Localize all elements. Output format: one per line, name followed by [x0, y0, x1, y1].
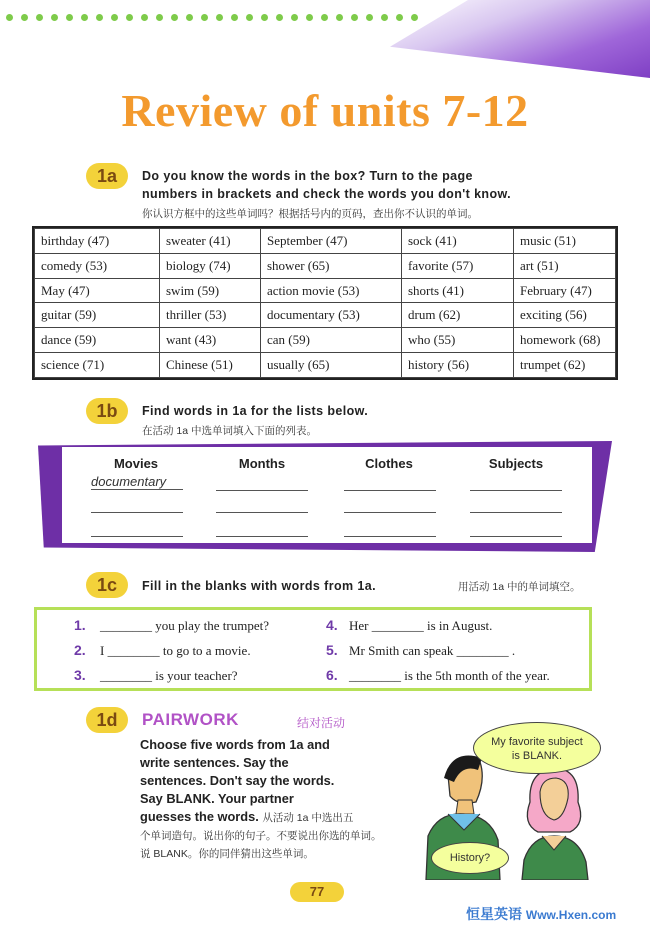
header-dots-decoration — [6, 14, 426, 22]
site-watermark — [466, 904, 616, 924]
word-cell: science (71) — [35, 353, 160, 378]
section-badge-1b: 1b — [86, 398, 128, 424]
instruction-1c-cn: 用活动 1a 中的单词填空。 — [458, 581, 581, 593]
word-row — [35, 328, 616, 353]
sentence-4: Her ________ is in August. — [349, 618, 493, 633]
word-row — [35, 278, 616, 303]
clothes-blank-line[interactable] — [344, 536, 436, 537]
sentence-2: I ________ to go to a movie. — [100, 643, 251, 658]
subjects-blank-line[interactable] — [470, 490, 562, 491]
watermark-url: Www.Hxen.com — [525, 908, 617, 922]
section-badge-1d: 1d — [86, 707, 128, 733]
word-cell: February (47) — [514, 278, 616, 303]
column-header-movies: Movies — [113, 456, 159, 471]
word-cell: swim (59) — [160, 278, 261, 303]
word-cell: history (56) — [402, 353, 514, 378]
column-header-clothes: Clothes — [365, 456, 413, 471]
sentence-3: ________ is your teacher? — [100, 668, 238, 683]
word-cell: shorts (41) — [402, 278, 514, 303]
section-badge-1c: 1c — [86, 572, 128, 598]
pairwork-cn-1: 从活动 1a 中选出五 — [262, 812, 354, 824]
word-cell: can (59) — [261, 328, 402, 353]
pairwork-line-5: guesses the words. — [140, 809, 259, 824]
speech-bubble-boy — [473, 722, 601, 774]
pairwork-heading-cn: 结对活动 — [297, 716, 346, 730]
word-cell: dance (59) — [35, 328, 160, 353]
bubble-line-1: My favorite subject — [491, 736, 583, 748]
word-cell: exciting (56) — [514, 303, 616, 328]
pairwork-line-1: Choose five words from 1a and — [140, 737, 330, 752]
word-row — [35, 303, 616, 328]
word-cell: Chinese (51) — [160, 353, 261, 378]
header-swoosh-decoration — [390, 0, 650, 78]
sentence-5: Mr Smith can speak ________ . — [349, 643, 516, 658]
movies-blank-line[interactable] — [91, 512, 183, 513]
word-cell: birthday (47) — [35, 229, 160, 254]
word-cell: art (51) — [514, 253, 616, 278]
pairwork-cn-3: 说 BLANK。你的同伴猜出这些单词。 — [140, 848, 314, 860]
word-cell: September (47) — [261, 229, 402, 254]
word-cell: shower (65) — [261, 253, 402, 278]
word-cell: guitar (59) — [35, 303, 160, 328]
page-title: Review of units 7-12 — [121, 85, 529, 136]
word-box-table — [32, 226, 618, 380]
instruction-1b-cn: 在活动 1a 中选单词填入下面的列表。 — [142, 425, 318, 437]
months-blank-line[interactable] — [216, 490, 308, 491]
pairwork-cn-2: 个单词造句。说出你的句子。不要说出你选的单词。 — [140, 830, 382, 842]
subjects-blank-line[interactable] — [470, 536, 562, 537]
pairwork-line-3: sentences. Don't say the words. — [140, 773, 335, 788]
item-number-3: 3. — [74, 667, 86, 683]
instruction-1a-line1: Do you know the words in the box? Turn to the page — [142, 169, 473, 183]
clothes-blank-line[interactable] — [344, 490, 436, 491]
instruction-1a-line2: numbers in brackets and check the words you don't know. — [142, 187, 512, 201]
pairwork-heading: PAIRWORK — [142, 710, 239, 729]
word-cell: who (55) — [402, 328, 514, 353]
word-cell: drum (62) — [402, 303, 514, 328]
pairwork-instructions — [140, 736, 410, 863]
months-blank-line[interactable] — [216, 536, 308, 537]
months-blank-line[interactable] — [216, 512, 308, 513]
word-cell: trumpet (62) — [514, 353, 616, 378]
instruction-1a-cn: 你认识方框中的这些单词吗？根据括号内的页码，查出你不认识的单词。 — [142, 208, 478, 220]
instruction-1b: Find words in 1a for the lists below. — [142, 404, 369, 418]
word-row — [35, 253, 616, 278]
word-row — [35, 353, 616, 378]
word-cell: thriller (53) — [160, 303, 261, 328]
item-number-1: 1. — [74, 617, 86, 633]
word-cell: favorite (57) — [402, 253, 514, 278]
clothes-blank-line[interactable] — [344, 512, 436, 513]
speech-bubble-girl: History? — [431, 842, 509, 874]
word-row — [35, 229, 616, 254]
column-header-months: Months — [238, 456, 286, 471]
item-number-5: 5. — [326, 642, 338, 658]
word-cell: homework (68) — [514, 328, 616, 353]
word-cell: May (47) — [35, 278, 160, 303]
bubble-line-2: is BLANK. — [511, 750, 563, 762]
watermark-cn: 恒星英语 — [466, 906, 522, 922]
word-cell: music (51) — [514, 229, 616, 254]
item-number-2: 2. — [74, 642, 86, 658]
word-cell: sweater (41) — [160, 229, 261, 254]
word-cell: want (43) — [160, 328, 261, 353]
word-cell: action movie (53) — [261, 278, 402, 303]
page-number: 77 — [290, 882, 344, 902]
sentence-1: ________ you play the trumpet? — [100, 618, 269, 633]
sentence-6: ________ is the 5th month of the year. — [349, 668, 550, 683]
instruction-1c: Fill in the blanks with words from 1a. — [142, 579, 376, 593]
column-header-subjects: Subjects — [488, 456, 544, 471]
pairwork-line-2: write sentences. Say the — [140, 755, 289, 770]
item-number-6: 6. — [326, 667, 338, 683]
movies-blank-line[interactable] — [91, 536, 183, 537]
item-number-4: 4. — [326, 617, 338, 633]
subjects-blank-line[interactable] — [470, 512, 562, 513]
section-badge-1a: 1a — [86, 163, 128, 189]
word-cell: usually (65) — [261, 353, 402, 378]
word-cell: comedy (53) — [35, 253, 160, 278]
movies-example-answer: documentary — [91, 474, 183, 490]
word-cell: documentary (53) — [261, 303, 402, 328]
word-cell: biology (74) — [160, 253, 261, 278]
pairwork-line-4: Say BLANK. Your partner — [140, 791, 294, 806]
word-cell: sock (41) — [402, 229, 514, 254]
